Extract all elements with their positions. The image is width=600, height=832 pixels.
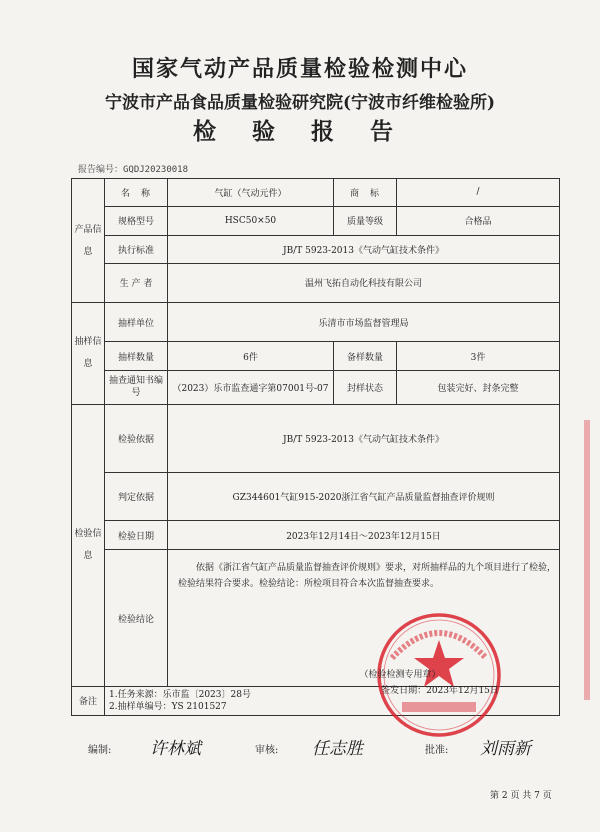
note-line-1: 1.任务来源：乐市监〔2023〕28号 <box>109 689 251 700</box>
issue-date: 签发日期：2023年12月15日 <box>381 686 499 696</box>
judge-label: 判定依据 <box>105 472 168 521</box>
notice-label: 抽查通知书编号 <box>105 371 168 404</box>
editor-label: 编制: <box>88 745 112 756</box>
approver-label: 批准: <box>425 745 449 756</box>
unit-value: 乐清市市场监督管理局 <box>168 303 560 342</box>
model-value: HSC50×50 <box>168 206 334 235</box>
grade-label: 质量等级 <box>334 206 397 235</box>
seal-label: 封样状态 <box>334 371 397 404</box>
basis-value: JB/T 5923-2013《气动气缸技术条件》 <box>168 404 560 472</box>
qty-value: 6件 <box>168 342 334 371</box>
grade-value: 合格品 <box>397 206 560 235</box>
backup-value: 3件 <box>397 342 560 371</box>
seal-caption: （检验检测专用章） <box>359 670 441 680</box>
institution-title: 国家气动产品质量检验检测中心 <box>131 56 468 82</box>
backup-label: 备样数量 <box>334 342 397 371</box>
judge-value: GZ344601气缸915-2020浙江省气缸产品质量监督抽查评价规则 <box>168 472 560 521</box>
institute-subtitle: 宁波市产品食品质量检验研究院(宁波市纤维检验所) <box>104 93 496 113</box>
standard-label: 执行标准 <box>105 235 168 263</box>
notice-value: （2023）乐市监查通字第07001号-07 <box>168 371 334 404</box>
editor-signature: 许林斌 <box>150 739 201 759</box>
reviewer-signature: 任志胜 <box>312 739 363 759</box>
date-value: 2023年12月14日～2023年12月15日 <box>168 521 560 550</box>
approver-signature: 刘雨新 <box>480 739 531 759</box>
qty-label: 抽样数量 <box>105 342 168 371</box>
note-label: 备注 <box>72 686 105 715</box>
section-product: 产品信息 <box>72 179 105 303</box>
section-sampling: 抽样信息 <box>72 303 105 404</box>
reviewer-label: 审核: <box>255 745 279 756</box>
maker-value: 温州飞拓自动化科技有限公司 <box>168 263 560 302</box>
perforation-seal-icon <box>582 420 592 700</box>
report-number: 报告编号：GQDJ20230018 <box>78 165 189 175</box>
model-label: 规格型号 <box>105 206 168 235</box>
report-title: 检 验 报 告 <box>192 118 408 145</box>
brand-value: / <box>397 179 560 207</box>
brand-label: 商 标 <box>334 179 397 207</box>
conclusion-text: 依据《浙江省气缸产品质量监督抽查评价规则》要求，对所抽样品的九个项目进行了检验，检验结果符合要求。检验结论：所检项目符合本次监督抽查要求。 <box>178 563 557 590</box>
standard-value: JB/T 5923-2013《气动气缸技术条件》 <box>168 235 560 263</box>
unit-label: 抽样单位 <box>105 303 168 342</box>
page-number: 第 2 页 共 7 页 <box>490 791 552 801</box>
date-label: 检验日期 <box>105 521 168 550</box>
maker-label: 生 产 者 <box>105 263 168 302</box>
name-label: 名 称 <box>105 179 168 207</box>
name-value: 气缸（气动元件） <box>168 179 334 207</box>
seal-value: 包装完好、封条完整 <box>397 371 560 404</box>
basis-label: 检验依据 <box>105 404 168 472</box>
conclusion-label: 检验结论 <box>105 550 168 687</box>
section-inspection: 检验信息 <box>72 404 105 686</box>
note-line-2: 2.抽样单编号：YS 2101527 <box>109 701 227 712</box>
